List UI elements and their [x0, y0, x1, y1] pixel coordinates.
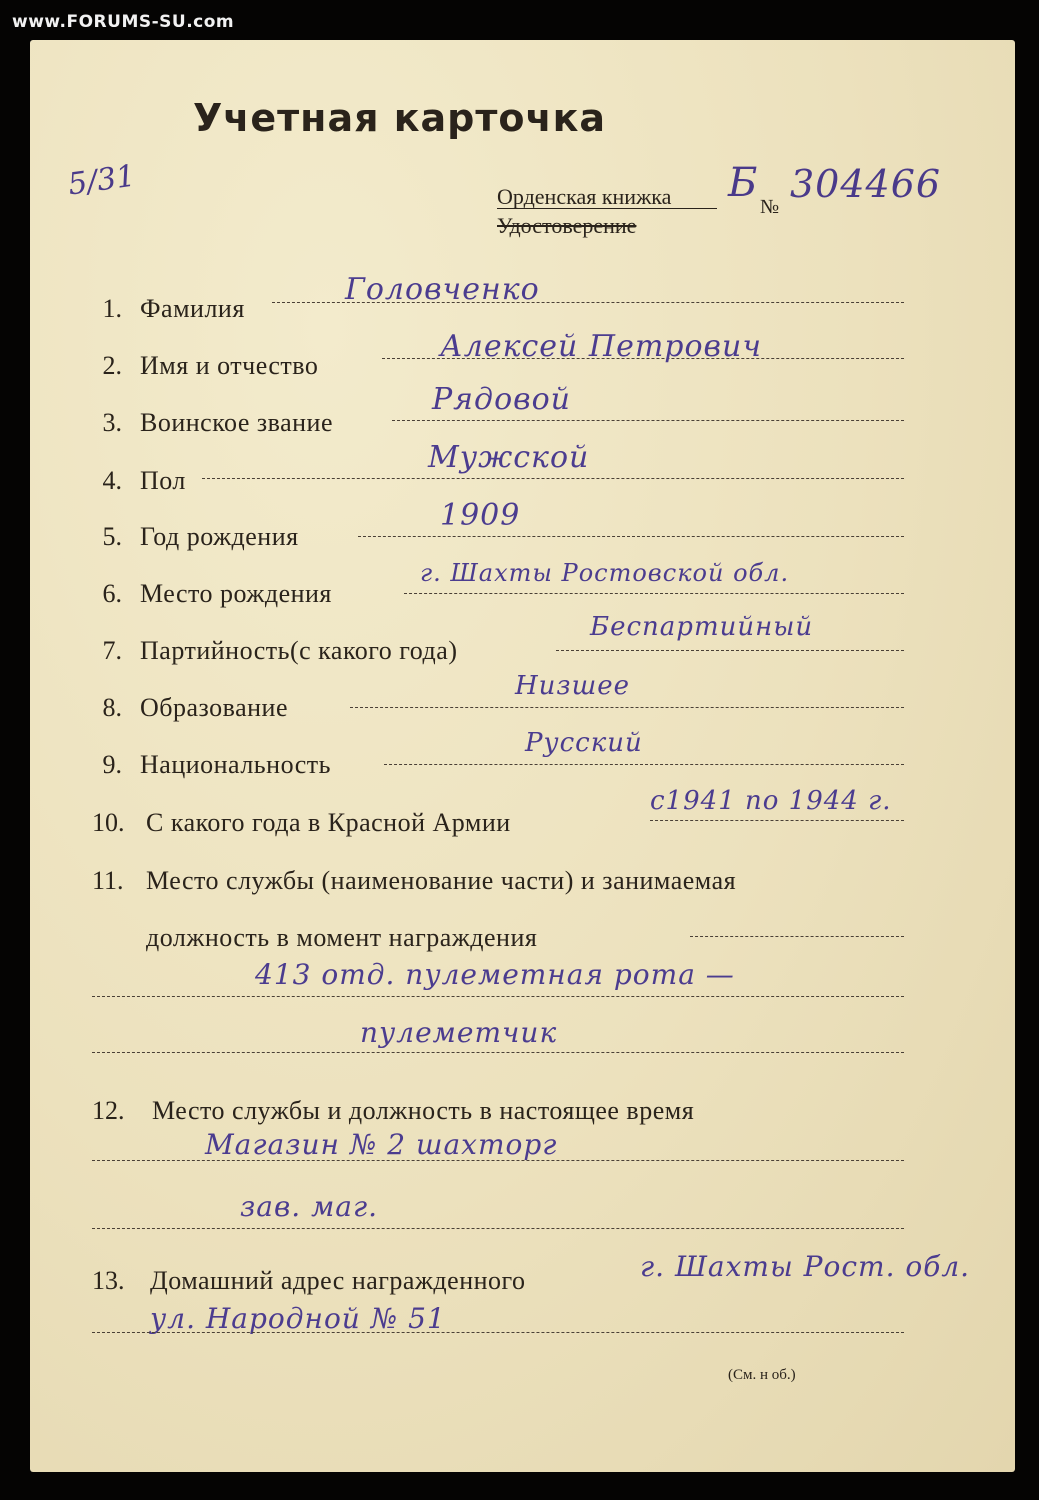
field-line [358, 536, 904, 537]
number-label: № [760, 196, 780, 218]
field-label: Год рождения [140, 522, 299, 551]
field-number: 1. [102, 294, 122, 323]
field-line [690, 936, 904, 937]
margin-note: 5/31 [65, 158, 138, 203]
field-number: 9. [102, 750, 122, 779]
field-number: 5. [102, 522, 122, 551]
field-row-sex [0, 440, 1039, 498]
field-number: 8. [102, 693, 122, 722]
field-row-service-place [0, 858, 1039, 1008]
field-number: 12. [92, 1096, 125, 1125]
field-line [350, 707, 904, 708]
field-value-rank: Рядовой [432, 382, 571, 417]
field-row-birth-year [0, 498, 1039, 554]
field-value-home-address-line2: ул. Народной № 51 [150, 1302, 446, 1335]
field-value-birthplace: г. Шахты Ростовской обл. [420, 559, 790, 587]
field-line [92, 996, 904, 997]
field-row-nationality [0, 728, 1039, 782]
field-label: Фамилия [140, 294, 245, 323]
certificate-label: Удостоверение [497, 213, 637, 238]
field-row-birthplace [0, 559, 1039, 611]
field-label: Национальность [140, 750, 331, 779]
field-line [92, 1228, 904, 1229]
field-label: С какого года в Красной Армии [146, 808, 511, 837]
field-label: Партийность(с какого года) [140, 636, 458, 665]
order-series: Б [728, 160, 758, 206]
field-label: Пол [140, 466, 186, 495]
field-row-education [0, 671, 1039, 725]
field-row-current-job [0, 1088, 1039, 1228]
field-line [384, 764, 904, 765]
field-line [92, 1160, 904, 1161]
field-row-name [0, 329, 1039, 383]
field-label: Домашний адрес награжденного [150, 1266, 526, 1295]
field-value-service-place-line1: 413 отд. пулеметная рота — [255, 958, 735, 991]
field-number: 6. [102, 579, 122, 608]
field-value-party: Беспартийный [590, 612, 814, 642]
field-value-service-place-line2: пулеметчик [360, 1016, 558, 1049]
field-value-nationality: Русский [525, 728, 643, 758]
field-value-surname: Головченко [345, 272, 540, 307]
order-book-underline [497, 208, 717, 209]
field-number: 7. [102, 636, 122, 665]
order-number: 304466 [790, 162, 942, 206]
field-row-service-place-2 [0, 1010, 1039, 1050]
field-label: Место службы и должность в настоящее время [152, 1096, 695, 1125]
field-value-current-job-line1: Магазин № 2 шахторг [205, 1128, 558, 1161]
field-line [556, 650, 904, 651]
field-line [92, 1052, 904, 1053]
field-value-sex: Мужской [428, 440, 590, 475]
field-row-surname [0, 272, 1039, 326]
field-number: 4. [102, 466, 122, 495]
order-book-label: Орденская книжка [497, 184, 672, 209]
field-row-party [0, 612, 1039, 668]
field-row-rank [0, 382, 1039, 440]
field-label-continued: должность в момент награждения [146, 923, 538, 952]
field-line [650, 820, 904, 821]
field-line [404, 593, 904, 594]
field-value-name: Алексей Петрович [440, 329, 762, 364]
field-value-army-years: с1941 по 1944 г. [650, 786, 892, 816]
card-title: Учетная карточка [193, 96, 606, 140]
field-label: Место рождения [140, 579, 332, 608]
field-value-home-address-line1: г. Шахты Рост. обл. [640, 1250, 971, 1283]
field-number: 2. [102, 351, 122, 380]
field-line [392, 420, 904, 421]
field-line [202, 478, 904, 479]
field-value-current-job-line2: зав. маг. [240, 1190, 379, 1223]
field-label: Имя и отчество [140, 351, 319, 380]
field-value-birth-year: 1909 [440, 498, 521, 533]
field-label: Место службы (наименование части) и занимаемая [146, 866, 737, 895]
field-row-home-address [0, 1250, 1039, 1358]
field-value-education: Низшее [515, 671, 631, 701]
field-label: Образование [140, 693, 289, 722]
field-number: 10. [92, 808, 125, 837]
field-number: 13. [92, 1266, 125, 1295]
field-line [92, 1332, 904, 1333]
field-label: Воинское звание [140, 408, 333, 437]
field-row-army-years [0, 786, 1039, 840]
field-number: 3. [102, 408, 122, 437]
field-number: 11. [92, 866, 124, 895]
footnote: (См. н об.) [728, 1367, 796, 1383]
watermark: www.FORUMS-SU.com [12, 12, 235, 32]
